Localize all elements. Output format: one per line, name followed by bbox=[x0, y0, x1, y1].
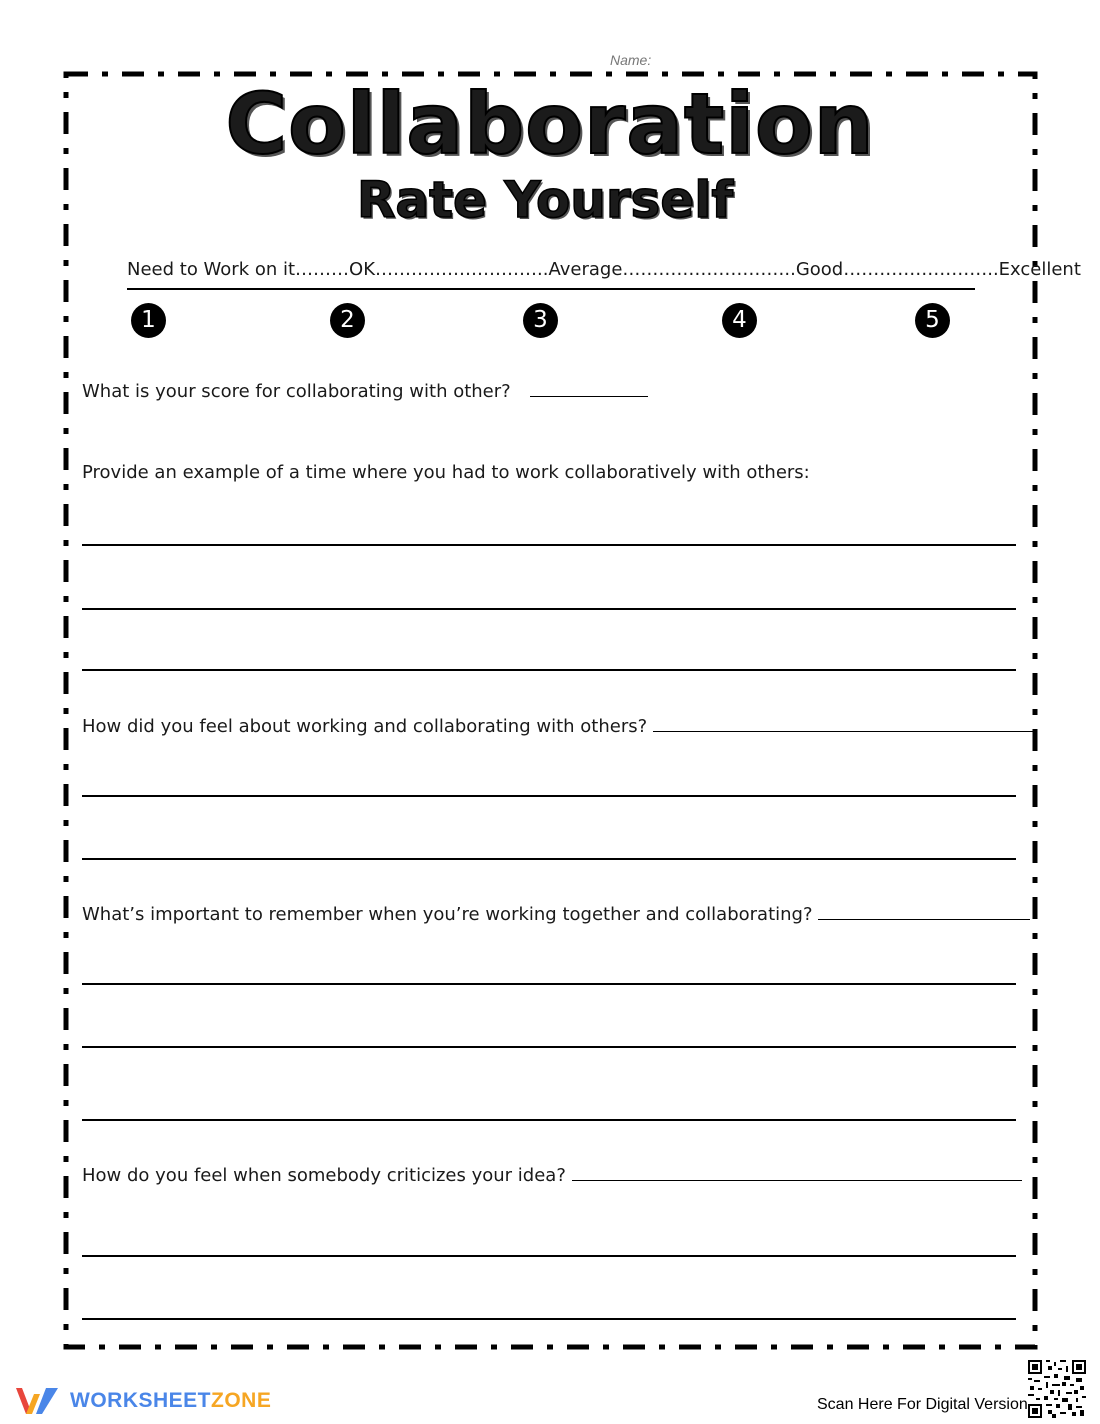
worksheetzone-logo[interactable] bbox=[14, 1383, 271, 1419]
answer-line[interactable] bbox=[82, 858, 1016, 860]
answer-line[interactable] bbox=[82, 1318, 1016, 1320]
rating-scale-text: Need to Work on it………OK………………………..Average………………………..Good……………………..Excellent bbox=[127, 259, 1081, 280]
question-1-answer-blank[interactable] bbox=[530, 378, 648, 397]
answer-line[interactable] bbox=[82, 795, 1016, 797]
answer-line[interactable] bbox=[82, 983, 1016, 985]
answer-line[interactable] bbox=[82, 544, 1016, 546]
name-label: Name: bbox=[610, 52, 652, 68]
rating-scale-line bbox=[127, 288, 975, 290]
scan-digital-version-text: Scan Here For Digital Version bbox=[817, 1396, 1028, 1413]
question-2 bbox=[82, 462, 810, 483]
rating-level-1: 1 bbox=[131, 303, 166, 338]
question-3-answer-blank[interactable] bbox=[653, 713, 1037, 732]
brand-name-part1: WORKSHEET bbox=[70, 1389, 211, 1412]
worksheet-subtitle: Rate Yourself bbox=[356, 171, 734, 229]
answer-line[interactable] bbox=[82, 1046, 1016, 1048]
qr-code-icon[interactable] bbox=[1028, 1360, 1086, 1418]
rating-level-2: 2 bbox=[330, 303, 365, 338]
rating-level-5: 5 bbox=[915, 303, 950, 338]
question-5 bbox=[82, 1162, 1022, 1186]
question-2-text: Provide an example of a time where you had to work collaboratively with others: bbox=[82, 462, 810, 483]
answer-line[interactable] bbox=[82, 1119, 1016, 1121]
brand-name-part2: ZONE bbox=[211, 1389, 272, 1412]
question-4 bbox=[82, 901, 1030, 925]
question-1-text: What is your score for collaborating with other? bbox=[82, 381, 511, 402]
question-5-answer-blank[interactable] bbox=[572, 1162, 1022, 1181]
answer-line[interactable] bbox=[82, 669, 1016, 671]
question-4-text: What’s important to remember when you’re working together and collaborating? bbox=[82, 904, 813, 925]
question-1 bbox=[82, 378, 648, 402]
question-3 bbox=[82, 713, 1037, 737]
question-5-text: How do you feel when somebody criticizes your idea? bbox=[82, 1165, 566, 1186]
question-4-answer-blank[interactable] bbox=[818, 901, 1030, 920]
rating-level-3: 3 bbox=[523, 303, 558, 338]
answer-line[interactable] bbox=[82, 608, 1016, 610]
worksheetzone-w-logo-icon bbox=[14, 1384, 60, 1418]
answer-line[interactable] bbox=[82, 1255, 1016, 1257]
question-3-text: How did you feel about working and collaborating with others? bbox=[82, 716, 648, 737]
rating-level-4: 4 bbox=[722, 303, 757, 338]
brand-name bbox=[70, 1389, 271, 1413]
worksheet-title: Collaboration bbox=[225, 75, 875, 173]
